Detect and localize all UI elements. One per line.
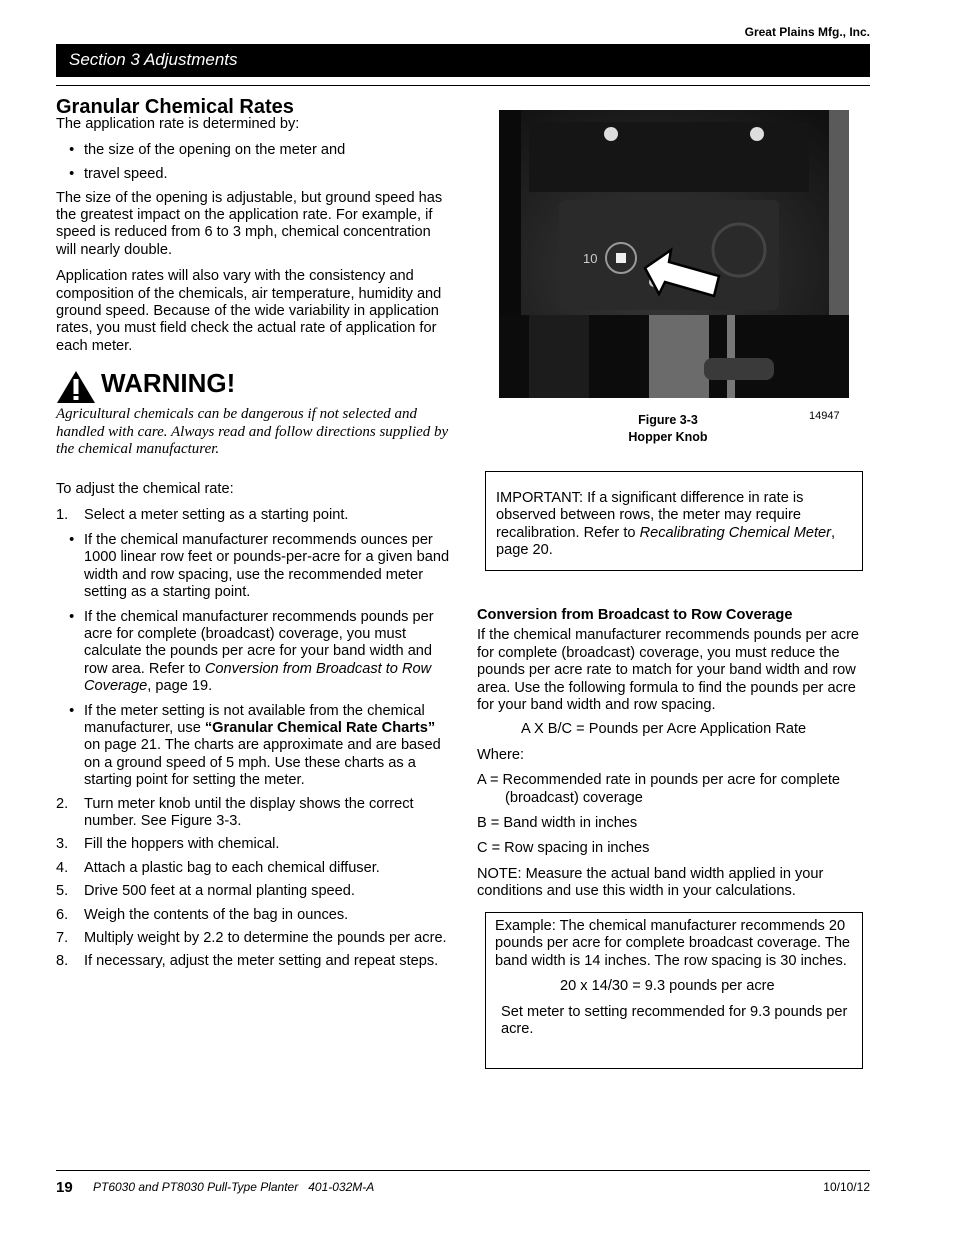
step-number: 7. [56,930,69,946]
intro-bullet-2: • travel speed. [56,166,450,183]
paragraph-speed: The size of the opening is adjustable, but ground speed has the greatest impact on the application rate. For example, if speed is reduced from 6 to 3 mph, chemical concentration will nearly double. [56,189,443,258]
step-1 [56,507,450,524]
figure-title: Hopper Knob [628,430,708,444]
figure-id: 14947 [809,410,840,422]
step-text: Attach a plastic bag to each chemical diffuser. [84,859,380,876]
important-text [496,490,852,560]
warning-text: Agricultural chemicals can be dangerous if not selected and handled with care. Always read and follow directions supplied by the chemical manufacturer. [56,406,449,458]
step-number: 8. [56,953,69,970]
step-number: 2. [56,795,69,812]
adjust-intro: To adjust the chemical rate: [56,481,234,498]
conversion-section [477,607,871,901]
example-calculation: 20 x 14/30 = 9.3 pounds per acre [560,978,775,995]
step-list [56,796,450,971]
page-heading: Granular Chemical Rates [56,96,294,118]
section-header [56,44,870,77]
step-text: Multiply weight by 2.2 to determine the pounds per acre. [84,930,447,946]
revision-date: 10/10/12 [823,1180,870,1194]
step-8 [56,953,450,970]
figure-number: Figure 3-3 [638,413,698,427]
dial-number: 10 [583,251,598,266]
paragraph-variability: Application rates will also vary with the consistency and composition of the chemicals, air temperature, humidity and ground speed. Because of the wide variability in application rates, you must field check the actual rate of application for each meter. [56,268,442,354]
step-2 [56,796,450,831]
warning-triangle-icon [56,370,96,404]
example-setting: Set meter to setting recommended for 9.3 pounds per acre. [501,1003,848,1038]
step-number: 5. [56,883,69,900]
step-text: Turn meter knob until the display shows the correct number. See Figure 3-3. [84,795,414,829]
conversion-heading: Conversion from Broadcast to Row Coverage [477,607,793,623]
left-column [56,96,450,971]
note: NOTE: Measure the actual band width applied in your conditions and use this width in your calculations. [477,865,824,900]
photo-illustration [499,110,849,398]
text-part: If the chemical manufacturer recommends pounds per acre for complete (broadcast) coverage, you must calculate the pounds per acre for your band width and row area. Refer to [84,608,434,677]
definition-a: A = Recommended rate in pounds per acre for complete (broadcast) coverage [477,772,841,806]
company-name: Great Plains Mfg., Inc. [744,25,870,39]
step1-bullet-charts [56,703,450,790]
recalibrate-reference-link[interactable]: Recalibrating Chemical Meter [639,524,831,541]
step-text: Fill the hoppers with chemical. [84,836,280,853]
step1-bullet-broadcast [56,609,450,696]
step-6 [56,907,450,924]
document-title: PT6030 and PT8030 Pull-Type Planter 401-032M-A [93,1180,375,1194]
warning-heading [56,368,450,406]
figure-caption [560,412,776,446]
step-7 [56,930,450,947]
step-number: 4. [56,859,69,876]
intro-bullet-1: • the size of the opening on the meter and [56,142,450,159]
step-5 [56,883,450,900]
step-text: Weigh the contents of the bag in ounces. [84,906,349,923]
footer-rule [56,1170,870,1171]
text-part: on page 21. The charts are approximate and are based on a ground speed of 5 mph. Use these charts as a starting point for setting the meter. [84,737,441,789]
step-3 [56,836,450,853]
text-part: IMPORTANT: If a significant difference in rate is observed between rows, the meter may require recalibration. Refer to [496,490,804,541]
example-text: Example: The chemical manufacturer recommends 20 pounds per acre for complete broadcast coverage. The band width is 14 inches. The row spacing is 30 inches. [495,918,851,969]
step-number: 6. [56,906,69,923]
step-4 [56,860,450,877]
warning-title: WARNING! [101,368,236,399]
intro-text: The application rate is determined by: [56,116,300,133]
where-label: Where: [477,746,525,763]
step-text: Drive 500 feet at a normal planting speed. [84,883,355,900]
step-number: 1. [56,507,69,524]
step-text: Select a meter setting as a starting point. [84,507,349,524]
text-part: , page 20. [496,524,836,559]
step-number: 3. [56,836,69,853]
section-title: Section 3 Adjustments [69,50,238,69]
chart-reference: “Granular Chemical Rate Charts” [204,719,436,736]
example-box [485,912,863,1069]
important-box [485,471,863,571]
header-rule [56,85,870,86]
formula: A X B/C = Pounds per Acre Application Rate [521,721,807,738]
hopper-knob-photo [499,110,849,398]
page-number: 19 [56,1179,73,1196]
step1-bullet-ounces: • If the chemical manufacturer recommends ounces per 1000 linear row feet or pounds-per-acre for a given band width and row spacing, use the recommended meter setting as a starting point. [56,532,450,602]
definition-c: C = Row spacing in inches [477,840,650,857]
text-part: If the meter setting is not available from the chemical manufacturer, use [84,702,425,736]
step-text: If necessary, adjust the meter setting and repeat steps. [84,953,439,970]
cross-reference-link[interactable]: Conversion from Broadcast to Row Coverage [84,660,432,695]
conversion-paragraph: If the chemical manufacturer recommends pounds per acre for complete (broadcast) coverage, you must reduce the pounds per acre rate to match for your band width and row area. Use the following formula to find the pounds per acre for your band width and row spacing. [477,627,860,714]
definition-b: B = Band width in inches [477,815,638,832]
text-part: , page 19. [147,678,213,695]
